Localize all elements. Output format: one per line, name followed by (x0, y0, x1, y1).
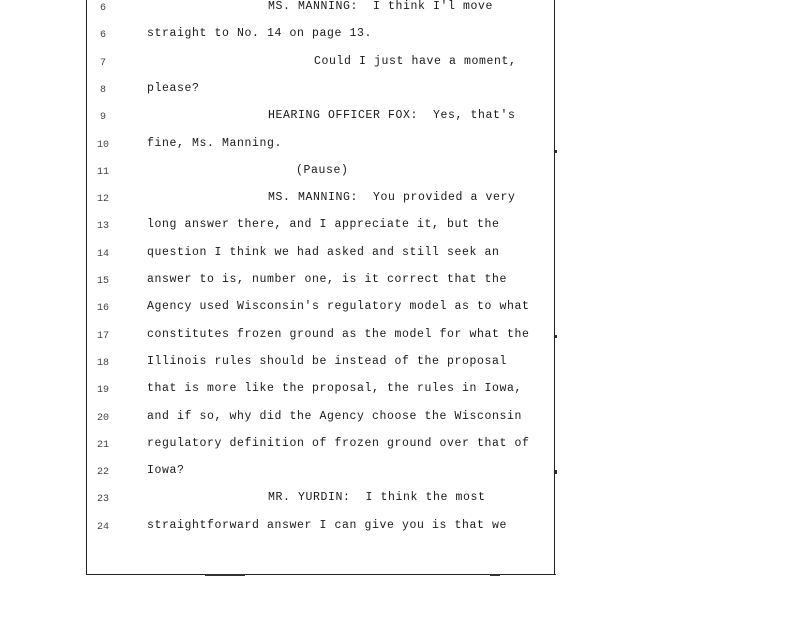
line-text: regulatory definition of frozen ground over that of (147, 436, 530, 450)
line-number: 14 (96, 248, 109, 260)
line-number: 22 (96, 467, 109, 479)
line-number: 18 (96, 357, 109, 369)
line-number: 15 (96, 276, 109, 287)
transcript-line (0, 82, 560, 102)
line-text: Iowa? (147, 464, 185, 478)
transcript-line (0, 300, 560, 320)
line-text: answer to is, number one, is it correct that the (147, 273, 508, 286)
transcript-line (0, 246, 560, 266)
line-number: 9 (99, 112, 106, 124)
line-text: fine, Ms. Manning. (147, 136, 283, 150)
line-text: that is more like the proposal, the rules in Iowa, (147, 382, 523, 396)
line-text: constitutes frozen ground as the model for what the (147, 327, 530, 341)
line-text: straight to No. 14 on page 13. (147, 27, 373, 41)
line-text: long answer there, and I appreciate it, but the (147, 218, 500, 232)
line-text: HEARING OFFICER FOX: Yes, that's (268, 109, 516, 123)
transcript-line (0, 328, 560, 348)
transcript-line (0, 382, 560, 402)
line-number: 6 (99, 3, 106, 14)
line-text: Illinois rules should be instead of the proposal (147, 354, 508, 368)
line-number: 6 (99, 30, 106, 42)
transcript-line (0, 191, 560, 211)
transcript-line (0, 55, 560, 75)
transcript-line (0, 218, 560, 238)
scan-speck (205, 574, 245, 576)
transcript-line (0, 137, 560, 157)
transcript-line (0, 410, 560, 430)
line-text: MR. YURDIN: I think the most (268, 491, 486, 505)
line-text: question I think we had asked and still seek an (147, 245, 500, 259)
line-number: 19 (96, 385, 109, 397)
line-number: 16 (96, 303, 109, 315)
transcript-line (0, 0, 560, 20)
line-text: MS. MANNING: I think I'l move (268, 0, 494, 13)
line-number: 20 (96, 412, 109, 424)
line-text: straightforward answer I can give you is that we (147, 518, 508, 532)
line-text: and if so, why did the Agency choose the Wisconsin (147, 409, 523, 423)
line-text: please? (147, 81, 200, 95)
line-number: 12 (96, 194, 109, 206)
transcript-line (0, 437, 560, 457)
line-number: 13 (96, 221, 109, 233)
line-text: MS. MANNING: You provided a very (268, 191, 516, 205)
line-number: 17 (96, 330, 109, 342)
line-number: 11 (96, 166, 109, 178)
line-number: 24 (96, 521, 109, 533)
page-border-bottom (86, 574, 556, 575)
transcript-line (0, 519, 560, 539)
line-text: (Pause) (296, 163, 349, 177)
line-text: Could I just have a moment, (314, 54, 517, 68)
line-number: 7 (99, 57, 106, 69)
line-number: 21 (96, 439, 109, 451)
line-number: 23 (96, 494, 109, 506)
transcript-line (0, 355, 560, 375)
transcript-line (0, 164, 560, 184)
transcript-line (0, 27, 560, 47)
transcript-line (0, 273, 560, 293)
transcript-line (0, 109, 560, 129)
scan-speck (490, 574, 500, 576)
transcript-line (0, 464, 560, 484)
transcript-line (0, 491, 560, 511)
line-number: 8 (99, 84, 106, 96)
line-text: Agency used Wisconsin's regulatory model as to what (147, 300, 530, 314)
line-number: 10 (96, 139, 109, 151)
